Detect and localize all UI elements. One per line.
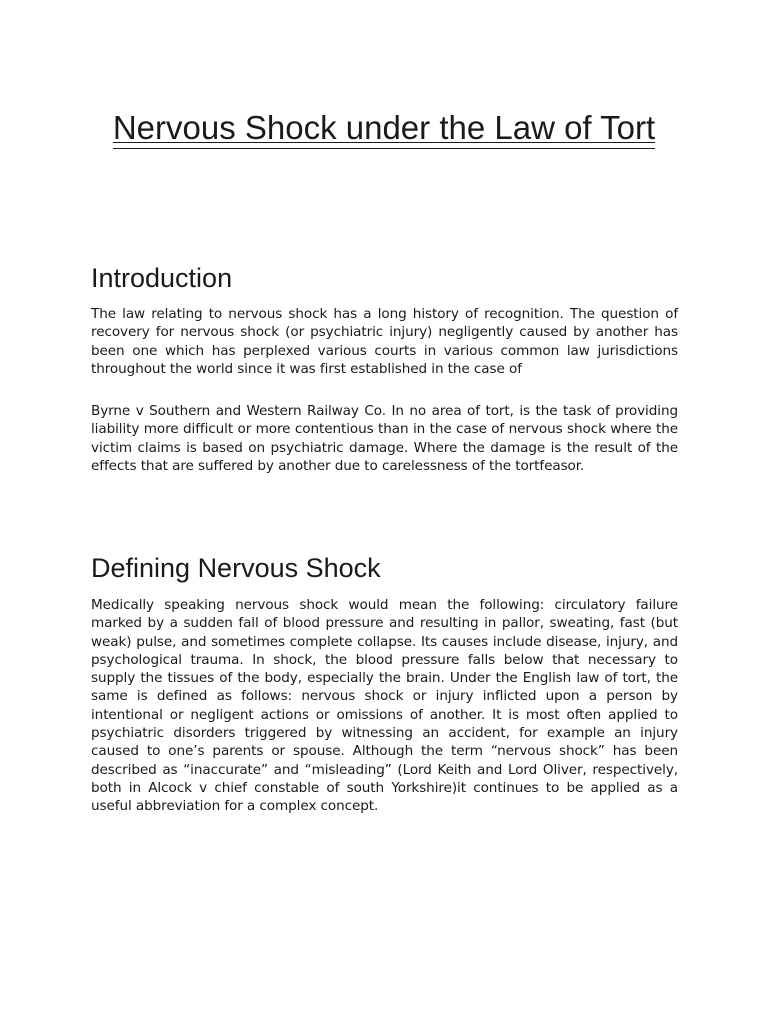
section-heading-defining-nervous-shock: Defining Nervous Shock: [91, 553, 381, 583]
section-heading-introduction: Introduction: [91, 263, 233, 293]
introduction-paragraph-1: The law relating to nervous shock has a long history of recognition. The question of recovery for nervous shock (or psychiatric injury) negligently caused by another has been one which has perplexed various courts in various common law jurisdictions throughout the world since it was first established in the case of: [91, 306, 678, 377]
document-title-text: Nervous Shock under the Law of Tort: [113, 109, 655, 149]
document-title: [0, 106, 768, 150]
introduction-paragraph-2: Byrne v Southern and Western Railway Co. In no area of tort, is the task of providing liability more difficult or more contentious than in the case of nervous shock where the victim claims is based on psychiatric damage. Where the damage is the result of the effects that are suffered by another due to carelessness of the tortfeasor.: [91, 403, 678, 474]
defining-nervous-shock-paragraph: Medically speaking nervous shock would mean the following: circulatory failure marked by a sudden fall of blood pressure and resulting in pallor, sweating, fast (but weak) pulse, and sometimes complete collapse. Its causes include disease, injury, and psychological trauma. In shock, the blood pressure falls below that necessary to supply the tissues of the body, especially the brain. Under the English law of tort, the same is defined as follows: nervous shock or injury inflicted upon a person by intentional or negligent actions or omissions of another. It is most often applied to psychiatric disorders triggered by witnessing an accident, for example an injury caused to one’s parents or spouse. Although the term “nervous shock” has been described as “inaccurate” and “misleading” (Lord Keith and Lord Oliver, respectively, both in Alcock v chief constable of south Yorkshire)it continues to be applied as a useful abbreviation for a complex concept.: [91, 597, 678, 815]
